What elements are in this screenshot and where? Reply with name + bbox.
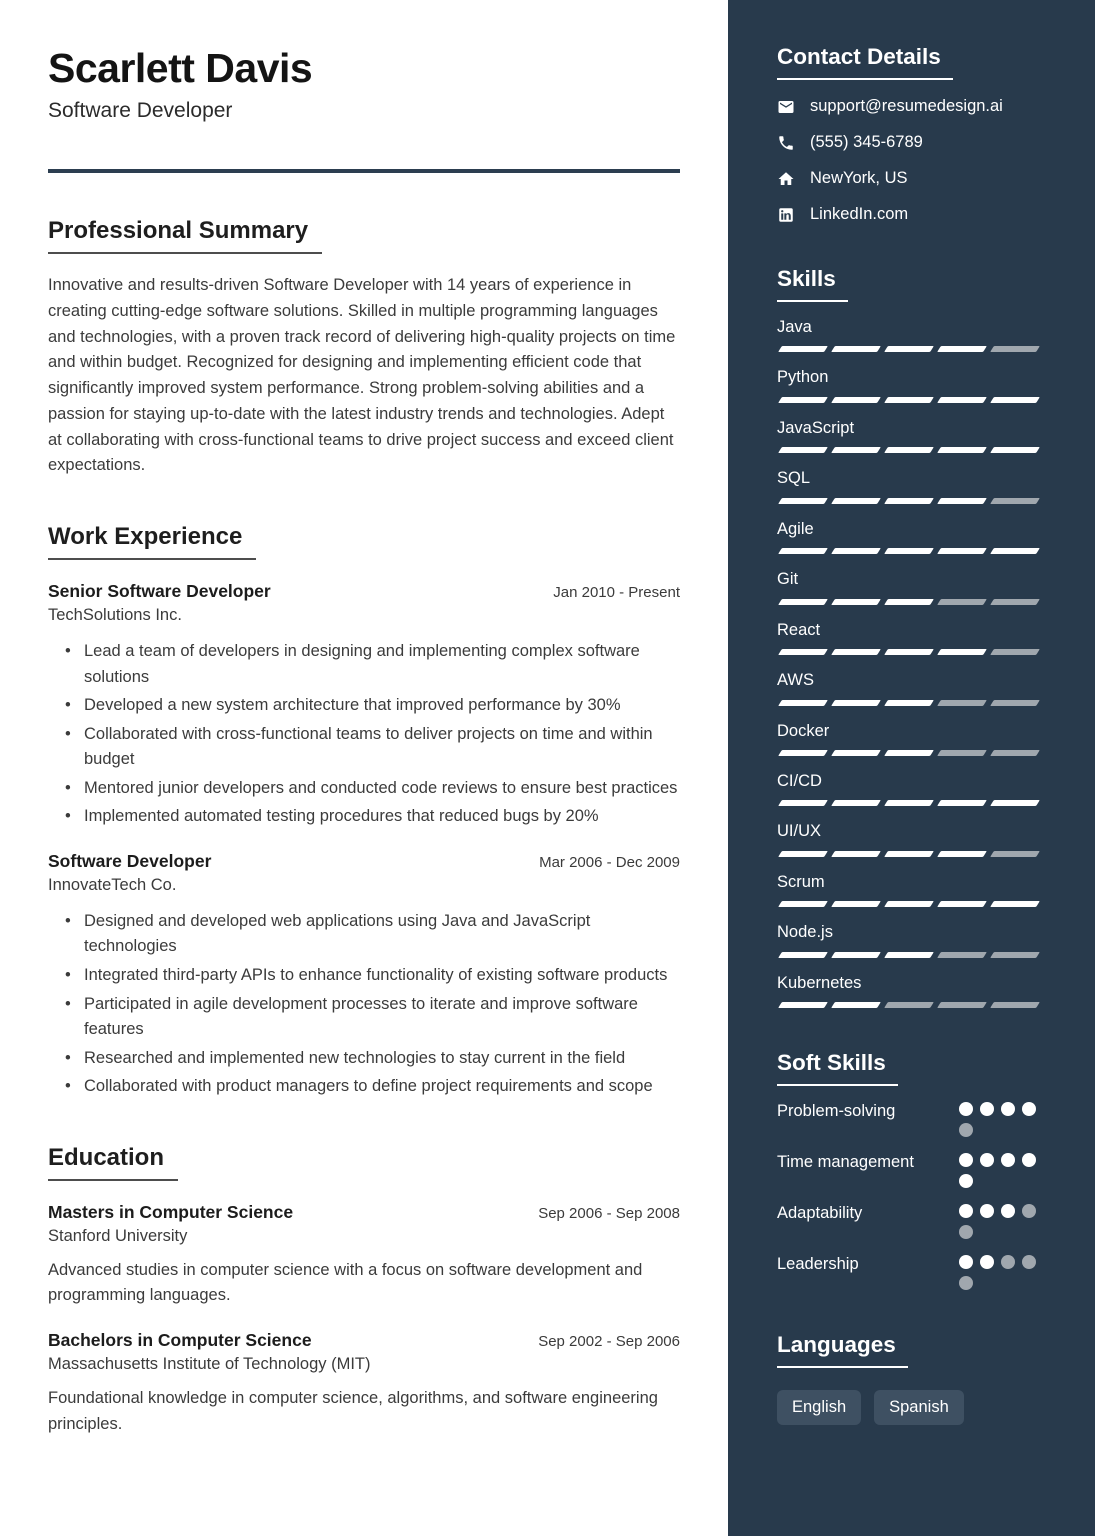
skill-bar-segment-filled bbox=[884, 901, 934, 907]
section-soft-skills bbox=[777, 1050, 1043, 1290]
rating-dot-filled bbox=[980, 1255, 994, 1269]
summary-text: Innovative and results-driven Software Developer with 14 years of experience in creating cutting-edge software solutions. Skilled in multiple programming languages and technologies, with a proven track record of delivering high-quality projects on time and within budget. Recognized for designing and implementing efficient code that significantly improved system performance. Strong problem-solving abilities and a passion for staying up-to-date with the latest industry trends and technologies. Adept at collaborating with cross-functional teams to drive project success and exceed client expectations. bbox=[48, 276, 676, 475]
skill-bar bbox=[777, 498, 1043, 504]
soft-skill-name: Problem-solving bbox=[777, 1102, 896, 1121]
skill-bar-segment-filled bbox=[778, 498, 828, 504]
job-dates: Mar 2006 - Dec 2009 bbox=[539, 853, 680, 871]
skill-bar-segment-empty bbox=[990, 700, 1040, 706]
skill-bar-segment-filled bbox=[884, 800, 934, 806]
skill-item bbox=[777, 620, 1043, 655]
skill-bar-segment-filled bbox=[884, 952, 934, 958]
rating-dot-empty bbox=[1001, 1255, 1015, 1269]
skill-bar-segment-empty bbox=[884, 1002, 934, 1008]
skill-bar-segment-filled bbox=[884, 851, 934, 857]
skill-bar-segment-filled bbox=[778, 800, 828, 806]
skill-item bbox=[777, 317, 1043, 352]
job-bullet: • Designed and developed web applications using Java and JavaScript technologies bbox=[84, 909, 680, 960]
contact-text: support@resumedesign.ai bbox=[810, 97, 1003, 115]
skill-name: Scrum bbox=[777, 872, 825, 891]
skills-list bbox=[777, 317, 1043, 1008]
school-name: Stanford University bbox=[48, 1226, 188, 1245]
skill-item bbox=[777, 872, 1043, 907]
skill-bar-segment-empty bbox=[937, 700, 987, 706]
skill-bar-segment-filled bbox=[937, 851, 987, 857]
job-entry bbox=[48, 581, 680, 830]
skill-bar bbox=[777, 750, 1043, 756]
skill-bar bbox=[777, 397, 1043, 403]
skill-item bbox=[777, 670, 1043, 705]
languages-heading: Languages bbox=[777, 1332, 908, 1368]
skill-item bbox=[777, 468, 1043, 503]
skill-name: CI/CD bbox=[777, 771, 822, 790]
skill-bar-segment-filled bbox=[778, 346, 828, 352]
skill-bar bbox=[777, 1002, 1043, 1008]
skill-bar-segment-filled bbox=[778, 952, 828, 958]
skill-item bbox=[777, 771, 1043, 806]
rating-dot-filled bbox=[959, 1255, 973, 1269]
skill-name: UI/UX bbox=[777, 822, 822, 841]
education-entry bbox=[48, 1202, 680, 1309]
rating-dot-filled bbox=[1001, 1153, 1015, 1167]
skill-bar-segment-empty bbox=[990, 1002, 1040, 1008]
job-entry bbox=[48, 851, 680, 1100]
job-bullet: • Participated in agile development processes to iterate and improve software features bbox=[84, 992, 680, 1043]
job-company: TechSolutions Inc. bbox=[48, 605, 182, 624]
job-title: Software Developer bbox=[48, 850, 212, 871]
home-icon bbox=[777, 170, 795, 188]
skill-item bbox=[777, 922, 1043, 957]
rating-dot-filled bbox=[1001, 1102, 1015, 1116]
rating-dot-filled bbox=[1022, 1153, 1036, 1167]
skill-bar-segment-filled bbox=[831, 700, 881, 706]
skill-bar-segment-filled bbox=[884, 599, 934, 605]
skill-bar bbox=[777, 548, 1043, 554]
soft-skill-item bbox=[777, 1099, 1043, 1137]
skill-bar-segment-filled bbox=[937, 498, 987, 504]
job-title-row bbox=[48, 581, 680, 602]
soft-skill-dots bbox=[959, 1102, 1043, 1137]
skill-bar-segment-filled bbox=[937, 649, 987, 655]
soft-skills-heading: Soft Skills bbox=[777, 1050, 898, 1086]
skill-bar-segment-filled bbox=[937, 346, 987, 352]
skill-bar-segment-empty bbox=[937, 1002, 987, 1008]
rating-dot-filled bbox=[959, 1153, 973, 1167]
skill-bar-segment-filled bbox=[884, 750, 934, 756]
skill-bar bbox=[777, 851, 1043, 857]
skill-bar-segment-empty bbox=[990, 599, 1040, 605]
rating-dot-filled bbox=[959, 1174, 973, 1188]
skill-item bbox=[777, 418, 1043, 453]
education-dates: Sep 2002 - Sep 2006 bbox=[538, 1332, 680, 1350]
skill-item bbox=[777, 973, 1043, 1008]
skill-item bbox=[777, 519, 1043, 554]
education-description: Foundational knowledge in computer science, algorithms, and software engineering principles. bbox=[48, 1388, 658, 1433]
education-entry bbox=[48, 1330, 680, 1437]
skill-name: Git bbox=[777, 570, 799, 589]
skill-name: Python bbox=[777, 368, 829, 387]
section-languages bbox=[777, 1332, 1043, 1425]
skill-name: Docker bbox=[777, 721, 830, 740]
skill-bar bbox=[777, 346, 1043, 352]
skill-bar bbox=[777, 800, 1043, 806]
section-skills bbox=[777, 266, 1043, 1008]
skill-item bbox=[777, 821, 1043, 856]
skill-item bbox=[777, 367, 1043, 402]
languages-list bbox=[777, 1390, 1043, 1425]
language-pill: English bbox=[777, 1390, 861, 1425]
skill-item bbox=[777, 721, 1043, 756]
skill-bar-segment-filled bbox=[778, 447, 828, 453]
contact-text: NewYork, US bbox=[810, 169, 908, 187]
soft-skill-dots bbox=[959, 1153, 1043, 1188]
education-list bbox=[48, 1202, 680, 1437]
skill-name: Kubernetes bbox=[777, 973, 862, 992]
soft-skill-dots bbox=[959, 1255, 1043, 1290]
job-bullets bbox=[48, 639, 680, 830]
skill-bar-segment-empty bbox=[990, 649, 1040, 655]
skill-bar-segment-filled bbox=[884, 548, 934, 554]
skill-bar-segment-filled bbox=[831, 1002, 881, 1008]
soft-skill-item bbox=[777, 1150, 1043, 1188]
skill-bar-segment-empty bbox=[990, 952, 1040, 958]
skill-bar bbox=[777, 599, 1043, 605]
education-description: Advanced studies in computer science with a focus on software development and programming languages. bbox=[48, 1260, 643, 1305]
skill-bar-segment-filled bbox=[937, 800, 987, 806]
skill-bar-segment-filled bbox=[884, 346, 934, 352]
skill-name: Node.js bbox=[777, 923, 833, 942]
contact-text: LinkedIn.com bbox=[810, 205, 909, 223]
skill-name: React bbox=[777, 620, 821, 639]
skill-bar-segment-filled bbox=[884, 498, 934, 504]
skill-bar-segment-empty bbox=[937, 952, 987, 958]
skill-bar bbox=[777, 901, 1043, 907]
skill-bar-segment-filled bbox=[990, 397, 1040, 403]
job-bullet: • Mentored junior developers and conducted code reviews to ensure best practices bbox=[84, 776, 680, 802]
education-heading: Education bbox=[48, 1144, 178, 1181]
experience-heading: Work Experience bbox=[48, 523, 256, 560]
job-bullet: • Collaborated with cross-functional teams to deliver projects on time and within budget bbox=[84, 722, 680, 773]
job-title-row bbox=[48, 851, 680, 872]
skill-bar-segment-filled bbox=[831, 800, 881, 806]
skill-bar-segment-filled bbox=[831, 346, 881, 352]
skill-bar-segment-filled bbox=[990, 548, 1040, 554]
skill-item bbox=[777, 569, 1043, 604]
skill-bar-segment-filled bbox=[778, 548, 828, 554]
skill-bar-segment-empty bbox=[990, 346, 1040, 352]
rating-dot-empty bbox=[1022, 1255, 1036, 1269]
skill-name: Agile bbox=[777, 519, 814, 538]
contact-item bbox=[777, 169, 1043, 188]
soft-skill-name: Adaptability bbox=[777, 1204, 863, 1223]
degree-title: Masters in Computer Science bbox=[48, 1201, 294, 1222]
contact-list bbox=[777, 97, 1043, 224]
skill-bar-segment-filled bbox=[831, 901, 881, 907]
skills-heading: Skills bbox=[777, 266, 848, 302]
skill-bar bbox=[777, 952, 1043, 958]
job-title: Senior Software Developer bbox=[48, 580, 271, 601]
contact-heading: Contact Details bbox=[777, 44, 953, 80]
education-title-row bbox=[48, 1202, 680, 1223]
soft-skill-name: Leadership bbox=[777, 1255, 859, 1274]
summary-heading: Professional Summary bbox=[48, 217, 322, 254]
job-company: InnovateTech Co. bbox=[48, 875, 177, 894]
email-icon bbox=[777, 98, 795, 116]
job-bullet: • Researched and implemented new technologies to stay current in the field bbox=[84, 1046, 680, 1072]
job-dates: Jan 2010 - Present bbox=[553, 583, 680, 601]
skill-bar-segment-filled bbox=[778, 397, 828, 403]
rating-dot-filled bbox=[1022, 1102, 1036, 1116]
education-title-row bbox=[48, 1330, 680, 1351]
soft-skill-item bbox=[777, 1201, 1043, 1239]
skill-bar-segment-filled bbox=[778, 851, 828, 857]
job-bullets bbox=[48, 909, 680, 1100]
language-pill: Spanish bbox=[874, 1390, 964, 1425]
rating-dot-empty bbox=[959, 1123, 973, 1137]
contact-item bbox=[777, 205, 1043, 224]
skill-bar-segment-empty bbox=[990, 750, 1040, 756]
phone-icon bbox=[777, 134, 795, 152]
jobs-list bbox=[48, 581, 680, 1100]
skill-name: JavaScript bbox=[777, 418, 855, 437]
skill-bar-segment-filled bbox=[884, 447, 934, 453]
job-bullet: • Lead a team of developers in designing and implementing complex software solutions bbox=[84, 639, 680, 690]
rating-dot-filled bbox=[959, 1204, 973, 1218]
skill-bar-segment-filled bbox=[884, 397, 934, 403]
skill-bar-segment-filled bbox=[990, 447, 1040, 453]
soft-skills-list bbox=[777, 1099, 1043, 1290]
skill-bar-segment-empty bbox=[990, 498, 1040, 504]
skill-bar-segment-filled bbox=[831, 397, 881, 403]
skill-bar-segment-filled bbox=[778, 1002, 828, 1008]
skill-name: AWS bbox=[777, 671, 814, 690]
rating-dot-filled bbox=[980, 1153, 994, 1167]
rating-dot-filled bbox=[959, 1102, 973, 1116]
skill-bar-segment-filled bbox=[831, 649, 881, 655]
section-contact bbox=[777, 44, 1043, 224]
school-name: Massachusetts Institute of Technology (MIT) bbox=[48, 1354, 371, 1373]
header-divider bbox=[48, 169, 680, 173]
section-summary bbox=[48, 217, 680, 479]
rating-dot-empty bbox=[959, 1225, 973, 1239]
skill-bar-segment-empty bbox=[937, 599, 987, 605]
skill-bar bbox=[777, 447, 1043, 453]
skill-bar-segment-filled bbox=[831, 599, 881, 605]
contact-item bbox=[777, 97, 1043, 116]
sidebar bbox=[728, 0, 1095, 1536]
job-bullet: • Collaborated with product managers to define project requirements and scope bbox=[84, 1074, 680, 1100]
skill-bar-segment-filled bbox=[831, 548, 881, 554]
soft-skill-dots bbox=[959, 1204, 1043, 1239]
skill-bar-segment-empty bbox=[937, 750, 987, 756]
job-bullet: • Integrated third-party APIs to enhance functionality of existing software products bbox=[84, 963, 680, 989]
skill-bar-segment-filled bbox=[778, 649, 828, 655]
skill-bar-segment-filled bbox=[937, 901, 987, 907]
rating-dot-empty bbox=[1022, 1204, 1036, 1218]
section-experience bbox=[48, 523, 680, 1100]
skill-bar-segment-filled bbox=[831, 750, 881, 756]
skill-bar bbox=[777, 649, 1043, 655]
rating-dot-filled bbox=[980, 1204, 994, 1218]
skill-bar-segment-filled bbox=[778, 750, 828, 756]
skill-bar-segment-filled bbox=[884, 700, 934, 706]
skill-bar-segment-filled bbox=[990, 800, 1040, 806]
skill-bar-segment-filled bbox=[831, 952, 881, 958]
linkedin-icon bbox=[777, 206, 795, 224]
soft-skill-name: Time management bbox=[777, 1153, 914, 1172]
skill-name: Java bbox=[777, 318, 812, 336]
skill-bar-segment-filled bbox=[831, 498, 881, 504]
skill-bar-segment-filled bbox=[937, 447, 987, 453]
section-education bbox=[48, 1144, 680, 1437]
skill-bar-segment-filled bbox=[778, 901, 828, 907]
job-bullet: • Implemented automated testing procedures that reduced bugs by 20% bbox=[84, 804, 680, 830]
contact-item bbox=[777, 133, 1043, 152]
job-bullet: • Developed a new system architecture that improved performance by 30% bbox=[84, 693, 680, 719]
education-dates: Sep 2006 - Sep 2008 bbox=[538, 1204, 680, 1222]
soft-skill-item bbox=[777, 1252, 1043, 1290]
person-title: Software Developer bbox=[48, 99, 233, 123]
degree-title: Bachelors in Computer Science bbox=[48, 1329, 312, 1350]
skill-bar-segment-filled bbox=[831, 851, 881, 857]
skill-bar-segment-filled bbox=[937, 397, 987, 403]
skill-bar-segment-filled bbox=[884, 649, 934, 655]
skill-bar-segment-filled bbox=[778, 700, 828, 706]
skill-bar-segment-filled bbox=[937, 548, 987, 554]
skill-bar-segment-filled bbox=[778, 599, 828, 605]
skill-name: SQL bbox=[777, 469, 811, 488]
rating-dot-filled bbox=[980, 1102, 994, 1116]
contact-text: (555) 345-6789 bbox=[810, 133, 923, 151]
skill-bar-segment-filled bbox=[990, 901, 1040, 907]
skill-bar-segment-filled bbox=[831, 447, 881, 453]
rating-dot-empty bbox=[959, 1276, 973, 1290]
person-name: Scarlett Davis bbox=[48, 45, 313, 91]
skill-bar-segment-empty bbox=[990, 851, 1040, 857]
skill-bar bbox=[777, 700, 1043, 706]
rating-dot-filled bbox=[1001, 1204, 1015, 1218]
